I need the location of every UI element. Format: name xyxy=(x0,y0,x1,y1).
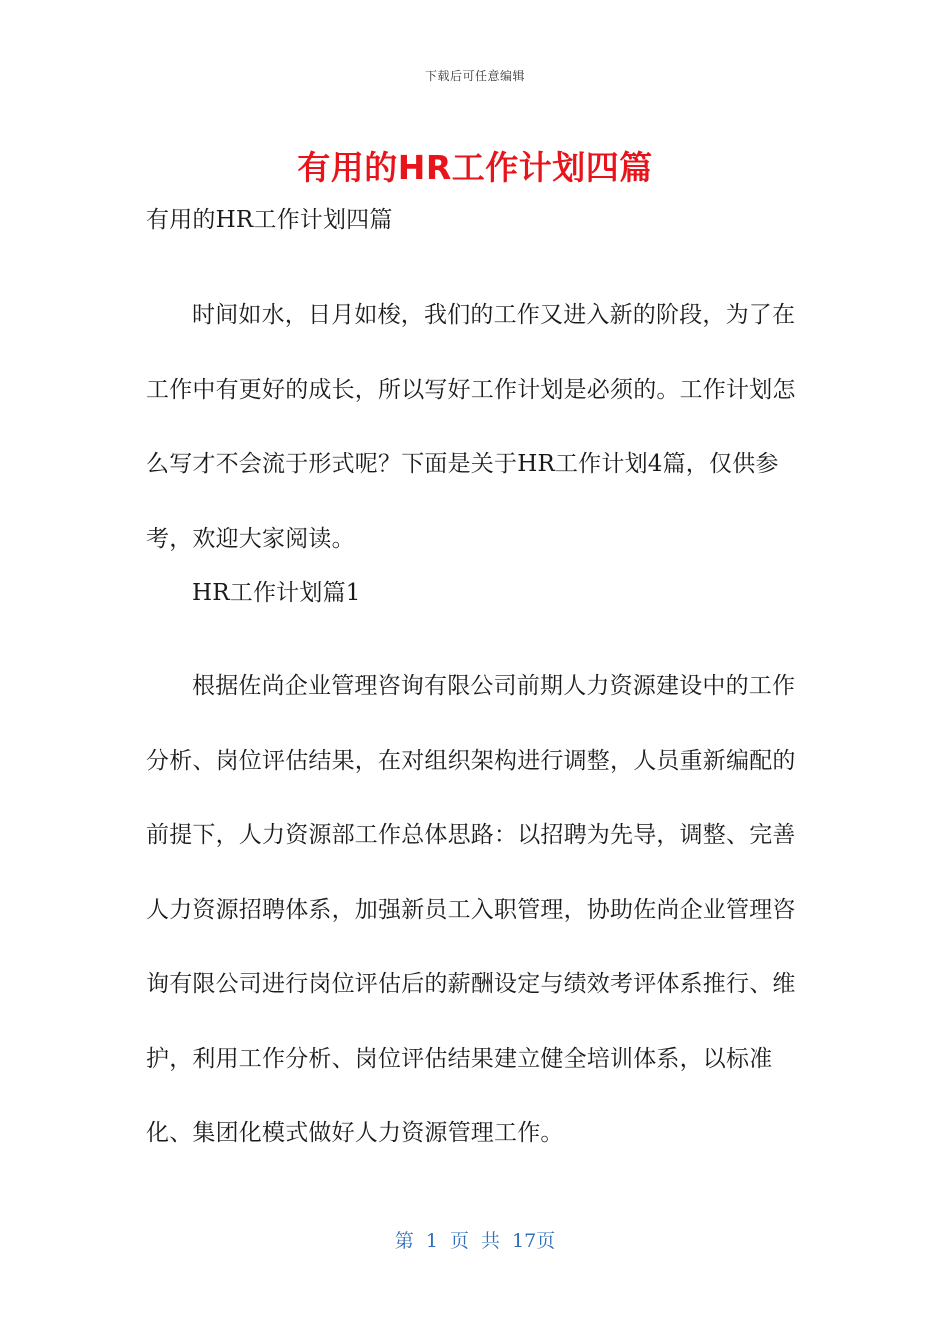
document-title: 有用的HR工作计划四篇 xyxy=(297,148,653,187)
section-heading: HR工作计划篇1 xyxy=(192,580,361,606)
header-note: 下载后可任意编辑 xyxy=(424,69,525,83)
page-number-footer: 第 1 页 共 17页 xyxy=(394,1230,556,1252)
document-subtitle: 有用的HR工作计划四篇 xyxy=(146,207,393,233)
section-1-paragraph: 根据佐尚企业管理咨询有限公司前期人力资源建设中的工作分析、岗位评估结果，在对组织架构进行调整，人员重新编配的前提下，人力资源部工作总体思路：以招聘为先导，调整、完善人力资源招聘体系，加强新员工入职管理，协助佐尚企业管理咨询有限公司进行岗位评估后的薪酬设定与绩效考评体系推行、维护，利用工作分析、岗位评估结果建立健全培训体系，以标准化、集团化模式做好人力资源管理工作。 xyxy=(146,673,796,1146)
intro-paragraph: 时间如水，日月如梭，我们的工作又进入新的阶段，为了在工作中有更好的成长，所以写好工作计划是必须的。工作计划怎么写才不会流于形式呢？下面是关于HR工作计划4篇，仅供参考，欢迎大家阅读。 xyxy=(146,302,796,552)
